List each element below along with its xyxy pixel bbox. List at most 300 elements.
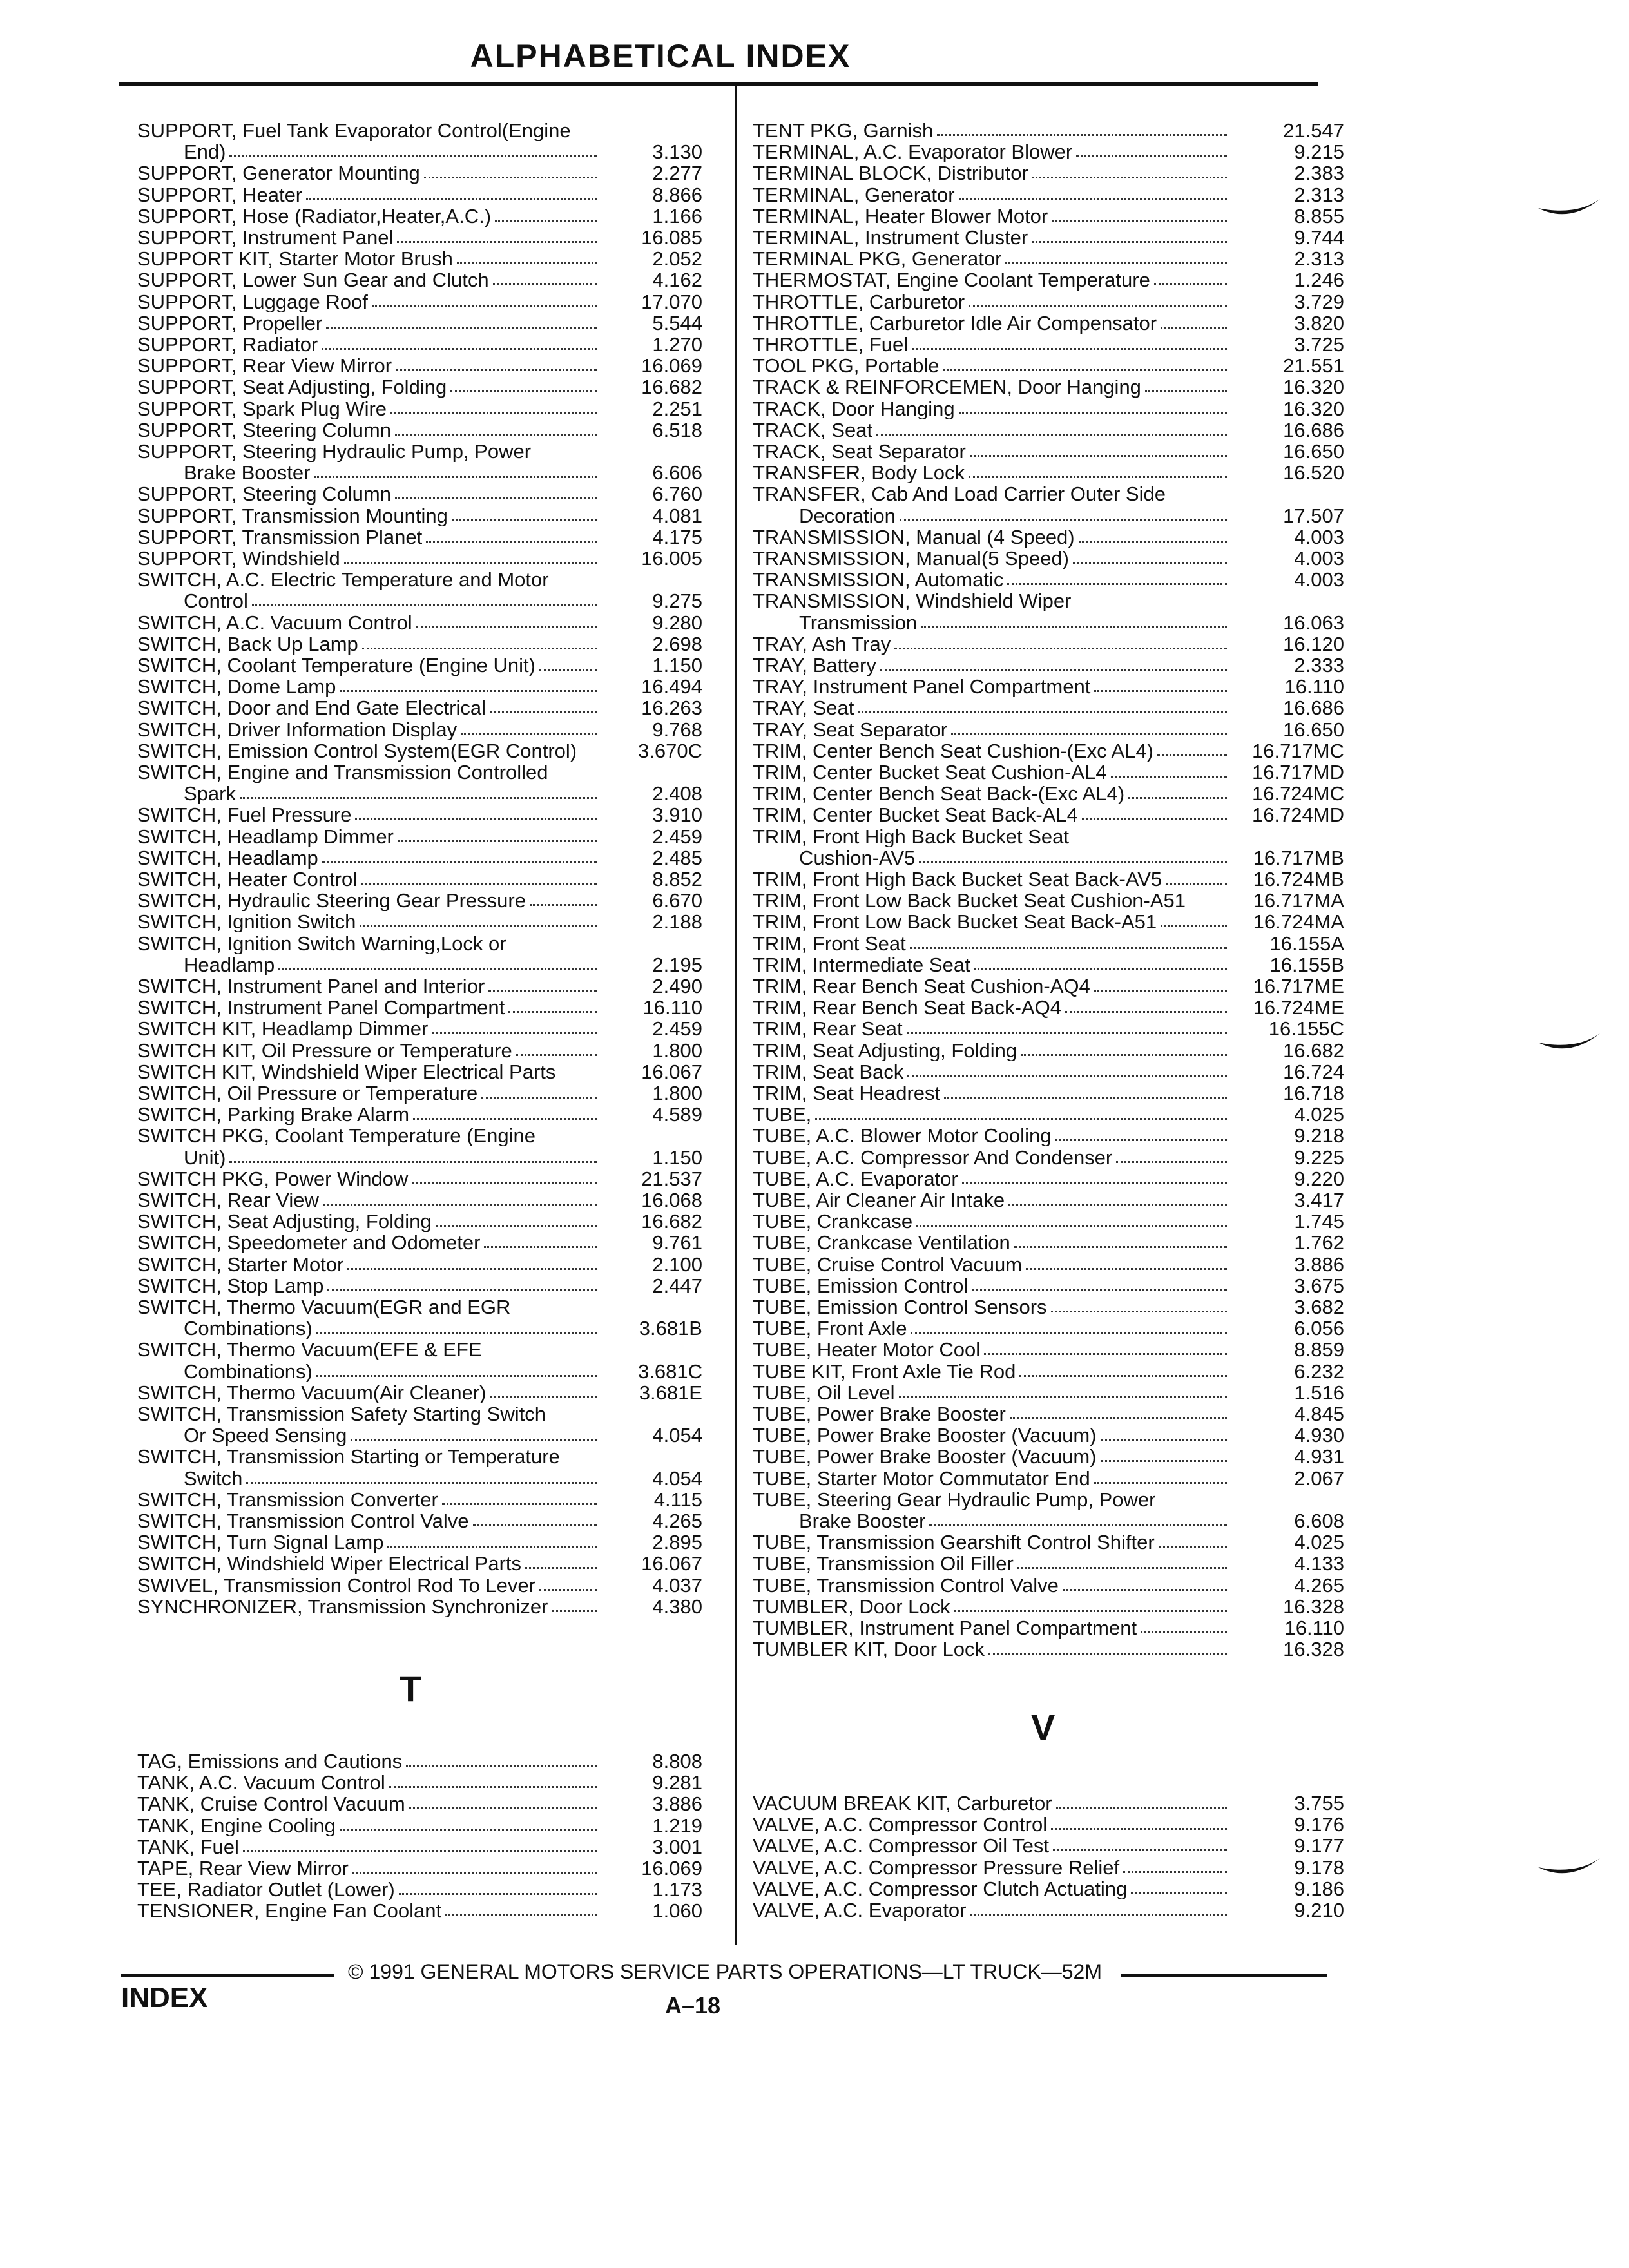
index-entry-reference: 21.551 [1283,354,1344,378]
index-entry-reference: 16.069 [641,354,702,378]
index-entry [137,1082,702,1104]
index-entry-text: SWITCH KIT, Oil Pressure or Temperature [137,1039,512,1061]
index-entry-description [753,933,1236,954]
index-entry-text: TUBE, Oil Level [753,1381,895,1403]
index-entry [753,162,1344,184]
index-entry-description [753,911,1236,932]
index-entry-text: SWITCH, Speedometer and Odometer [137,1232,481,1254]
index-entry-description [753,1339,1236,1360]
footer-section-label: INDEX [121,1982,208,2013]
index-entry-text: TERMINAL PKG, Generator [753,248,1002,270]
index-entry-text: TRIM, Front High Back Bucket Seat Back-AV5 [753,869,1162,890]
index-entry [137,162,702,184]
dot-leader [900,519,1227,521]
index-entry-reference: 16.067 [641,1552,702,1575]
index-entry [137,933,702,954]
index-entry-description [753,869,1236,890]
index-entry-description [137,1879,606,1900]
index-entry-text: TERMINAL BLOCK, Distributor [753,162,1028,184]
index-entry [137,419,702,441]
index-entry-reference: 16.717MC [1251,739,1344,762]
index-entry-text: THERMOSTAT, Engine Coolant Temperature [753,269,1150,291]
index-entry-description [137,612,606,633]
index-entry [753,869,1344,890]
index-entry-description [753,1254,1236,1275]
index-entry-description [137,1553,606,1574]
dot-leader [1079,541,1227,543]
index-entry [753,826,1344,847]
index-entry-description [753,483,1236,505]
index-entry-reference: 4.175 [652,525,702,548]
index-entry-text: TUMBLER, Door Lock [753,1595,950,1617]
dot-leader [907,1032,1227,1034]
index-entry-reference: 2.383 [1294,162,1344,185]
index-entry-reference: 16.068 [641,1189,702,1211]
index-entry [753,612,1344,633]
index-entry-description [753,1553,1236,1574]
index-entry [137,1211,702,1232]
dot-leader [452,519,597,521]
index-entry-reference: 4.054 [652,1424,702,1447]
dot-leader [1094,990,1227,992]
index-entry-reference: 4.003 [1294,525,1344,548]
dot-leader [944,1097,1227,1099]
dot-leader [352,1872,597,1874]
index-entry-text: TRIM, Rear Bench Seat Cushion-AQ4 [753,975,1090,997]
index-entry-reference: 1.270 [652,333,702,356]
dot-leader [539,669,597,671]
index-entry [753,847,1344,869]
index-entry [753,441,1344,462]
index-entry-text: End) [184,141,226,163]
index-entry-reference: 16.110 [642,996,702,1019]
index-entry-description [137,1772,606,1793]
index-entry-description [137,655,606,676]
index-entry-description [753,633,1236,655]
index-entry-reference: 16.155B [1269,953,1344,976]
index-entry-description [137,1596,606,1617]
index-entry-description [753,1147,1236,1168]
index-entry-description [137,1061,606,1082]
index-entry-reference: 16.717MD [1251,761,1344,783]
index-entry-reference: 16.120 [1283,632,1344,655]
index-entry-description [137,1147,606,1168]
index-entry-description [753,355,1236,376]
index-entry-reference: 3.886 [1294,1253,1344,1276]
index-entry-reference: 9.210 [1294,1899,1344,1921]
dot-leader [1159,1546,1227,1548]
index-entry-text: TRIM, Front Low Back Bucket Seat Back-A51 [753,911,1157,933]
index-entry-text: Combinations) [184,1318,313,1340]
index-entry-text: SWITCH, Door and End Gate Electrical [137,697,486,719]
dot-leader [1051,1828,1227,1830]
index-entry [137,890,702,911]
index-entry-reference: 4.025 [1294,1531,1344,1554]
dot-leader [943,369,1227,371]
footer-copyright: © 1991 GENERAL MOTORS SERVICE PARTS OPERATIONS—LT TRUCK—52M [348,1960,1102,1983]
index-entry-reference: 3.670C [638,739,702,762]
section-letter-t: T [400,1668,422,1709]
index-entry-reference: 4.265 [1294,1573,1344,1597]
index-entry [137,911,702,932]
index-entry-text: TRANSMISSION, Windshield Wiper [753,590,1072,612]
dot-leader [907,1075,1227,1077]
index-entry-description [753,291,1236,312]
dot-leader [229,155,597,157]
index-entry-reference: 2.277 [652,162,702,185]
index-entry [137,269,702,291]
index-entry-description [753,1211,1236,1232]
index-entry-description [137,975,606,997]
index-entry-reference: 1.173 [652,1878,702,1901]
index-entry-text: TRIM, Front Low Back Bucket Seat Cushion-A51 [753,890,1186,912]
index-entry [137,740,702,762]
dot-leader [969,305,1227,307]
index-entry-reference: 8.855 [1294,204,1344,227]
index-entry-text: SWITCH, Oil Pressure or Temperature [137,1082,478,1104]
index-entry-description [753,1403,1236,1425]
index-entry [753,548,1344,569]
index-entry-text: Or Speed Sensing [184,1425,347,1446]
dot-leader [1111,776,1227,778]
index-entry-text: SWITCH, Transmission Converter [137,1488,438,1510]
index-entry-reference: 16.682 [641,376,702,399]
index-entry [753,334,1344,355]
index-entry-reference: 9.218 [1294,1124,1344,1148]
index-entry-description [137,334,606,355]
index-entry-text: Headlamp [184,954,275,975]
index-entry-description [137,269,606,291]
index-entry-description [137,1793,606,1814]
index-entry-description [137,847,606,869]
dot-leader [1007,583,1227,585]
dot-leader [508,1011,597,1013]
dot-leader [1094,690,1227,692]
index-entry-reference: 2.188 [652,910,702,934]
index-entry-reference: 2.698 [652,632,702,655]
index-entry [137,1361,702,1382]
dot-leader [340,1829,597,1831]
dot-leader [1116,1161,1227,1163]
index-entry [753,1899,1344,1921]
index-entry [137,676,702,697]
dot-leader [432,1032,597,1034]
dot-leader [1053,1849,1227,1851]
index-entry-text: TRIM, Intermediate Seat [753,954,970,975]
index-entry-reference: 2.313 [1294,247,1344,271]
index-entry-description [753,376,1236,398]
index-entry-text: TANK, Cruise Control Vacuum [137,1793,405,1815]
index-entry [753,1617,1344,1639]
index-entry-description [753,655,1236,676]
index-entry-text: SUPPORT, Transmission Planet [137,526,423,548]
index-entry-reference: 1.166 [652,204,702,227]
index-entry-text: TRANSMISSION, Manual (4 Speed) [753,526,1075,548]
index-entry-reference: 4.845 [1294,1403,1344,1425]
index-entry [137,1425,702,1446]
index-entry [753,804,1344,825]
index-entry-reference: 16.263 [641,697,702,720]
dot-leader [481,1097,597,1099]
dot-leader [937,134,1227,136]
index-entry [753,419,1344,441]
index-entry [137,590,702,611]
index-entry-text: TAPE, Rear View Mirror [137,1858,349,1879]
index-entry [753,1189,1344,1211]
index-entry-description [137,483,606,505]
index-entry-text: TUBE, [753,1104,812,1126]
index-entry-reference: 3.682 [1294,1296,1344,1318]
index-entry [753,184,1344,206]
index-entry-description [137,419,606,441]
index-entry-reference: 8.852 [652,868,702,890]
index-entry-text: Cushion-AV5 [799,847,916,869]
index-entry-text: SUPPORT, Luggage Roof [137,291,368,312]
index-entry-text: TUBE KIT, Front Axle Tie Rod [753,1360,1016,1382]
index-entry-description [137,1104,606,1125]
dot-leader [473,1524,597,1526]
index-entry [137,1858,702,1879]
index-entry [753,1639,1344,1660]
index-entry-description [753,740,1236,762]
index-entry [137,1018,702,1039]
index-entry-description [753,120,1236,141]
index-entry [753,1040,1344,1061]
index-entry-text: TENT PKG, Garnish [753,120,934,141]
index-entry-text: SUPPORT, Hose (Radiator,Heater,A.C.) [137,205,492,227]
index-entry-reference: 8.808 [652,1750,702,1773]
index-entry-description [753,269,1236,291]
index-entry-text: SUPPORT, Heater [137,184,303,206]
dot-leader [962,1182,1227,1184]
index-entry-text: TUBE, Heater Motor Cool [753,1339,981,1361]
index-entry-text: SWITCH, Thermo Vacuum(EFE & EFE [137,1339,482,1361]
index-entry [753,1446,1344,1467]
index-entry-text: SWITCH, Driver Information Display [137,718,458,740]
index-entry-reference: 2.251 [652,397,702,420]
dot-leader [360,925,597,927]
index-entry-description [753,590,1236,611]
dot-leader [1101,1439,1228,1441]
dot-leader [229,1161,597,1163]
index-entry-description [137,1532,606,1553]
index-entry-reference: 9.177 [1294,1834,1344,1858]
index-entry [753,1061,1344,1082]
index-entry-reference: 4.162 [652,269,702,292]
dot-leader [970,455,1227,457]
index-entry-reference: 16.110 [1284,1617,1344,1639]
index-entry [753,569,1344,590]
index-entry-reference: 16.085 [641,226,702,249]
index-entry-text: TRANSFER, Body Lock [753,462,965,484]
index-entry-text: Spark [184,783,236,805]
index-entry-reference: 6.232 [1294,1360,1344,1383]
dot-leader [1019,1375,1227,1377]
index-entry-reference: 2.408 [652,782,702,805]
index-entry [137,1104,702,1125]
index-entry-description [137,762,606,783]
index-entry [753,1275,1344,1296]
index-entry-description [137,505,606,526]
index-entry [137,997,702,1018]
index-entry-reference: 16.320 [1283,376,1344,399]
index-entry [753,676,1344,697]
index-entry-text: TUBE, Air Cleaner Air Intake [753,1189,1005,1211]
dot-leader [1094,1482,1227,1484]
index-entry [753,483,1344,505]
index-entry [753,1792,1344,1814]
index-entry-description [137,1815,606,1836]
index-entry [753,1553,1344,1574]
index-entry-reference: 4.589 [652,1103,702,1126]
index-entry [137,569,702,590]
index-entry [137,1125,702,1146]
index-entry [137,762,702,783]
index-entry-text: TUBE, Front Axle [753,1318,907,1340]
index-entry [137,655,702,676]
index-entry-reference: 9.220 [1294,1167,1344,1190]
index-entry [753,1361,1344,1382]
index-entry [753,954,1344,975]
dot-leader [988,1653,1227,1655]
index-entry-text: SWITCH, Ignition Switch Warning,Lock or [137,932,506,954]
dot-leader [516,1054,597,1056]
index-entry-description [753,1040,1236,1061]
dot-leader [413,1118,597,1120]
index-entry-description [137,1403,606,1425]
index-entry-text: TRIM, Center Bench Seat Cushion-(Exc AL4) [753,740,1153,762]
index-entry-text: TRIM, Seat Headrest [753,1082,941,1104]
index-entry [137,505,702,526]
index-entry-reference: 2.490 [652,975,702,997]
index-entry-text: SUPPORT, Steering Hydraulic Pump, Power [137,441,532,462]
index-entry-reference: 16.724ME [1253,996,1344,1019]
index-entry [137,612,702,633]
index-entry [137,1815,702,1836]
index-entry-text: SWITCH, A.C. Electric Temperature and Motor [137,569,549,591]
index-entry-reference: 3.755 [1294,1792,1344,1814]
index-entry [753,1857,1344,1878]
index-entry [753,376,1344,398]
index-entry-reference: 16.718 [1283,1082,1344,1104]
index-entry-text: SWITCH PKG, Coolant Temperature (Engine [137,1125,535,1147]
dot-leader [880,669,1227,671]
index-entry-description [753,1361,1236,1382]
index-entry-text: TUBE, Emission Control Sensors [753,1296,1047,1318]
page-title: ALPHABETICAL INDEX [470,38,851,74]
index-entry-text: TRAY, Ash Tray [753,633,891,655]
dot-leader [1010,1418,1227,1419]
index-entry-reference: 16.724MB [1253,868,1344,890]
dot-leader [409,1807,597,1809]
index-entry-reference: 16.328 [1283,1638,1344,1661]
index-entry-reference: 1.150 [652,654,702,677]
index-entry-description [753,1792,1236,1814]
index-entry-text: SWITCH, Coolant Temperature (Engine Unit) [137,655,535,676]
index-entry-description [137,590,606,611]
index-entry-reference: 16.686 [1283,697,1344,720]
index-entry-text: SWITCH, Transmission Safety Starting Switch [137,1403,546,1425]
dot-leader [539,1589,597,1591]
index-entry [753,1382,1344,1403]
index-entry-description [137,141,606,162]
dot-leader [351,1439,597,1441]
index-entry-description [137,1858,606,1879]
index-entry-text: TUBE, Power Brake Booster [753,1403,1006,1425]
index-entry [753,355,1344,376]
dot-leader [490,1396,597,1398]
dot-leader [1141,1631,1227,1633]
binder-hole-mark [1537,197,1601,222]
index-entry-description [753,1489,1236,1510]
index-entry-reference: 16.682 [641,1210,702,1233]
dot-leader [316,1375,597,1377]
index-entry-description [753,227,1236,248]
index-entry-text: SWITCH KIT, Windshield Wiper Electrical Parts [137,1061,556,1082]
dot-leader [314,476,597,478]
index-entry-description [137,526,606,548]
dot-leader [457,262,597,264]
index-entry-reference: 6.760 [652,483,702,506]
index-entry [137,1772,702,1793]
index-entry [753,398,1344,419]
index-entry-description [137,1339,606,1360]
index-entry-description [753,804,1236,825]
index-entry-text: SUPPORT, Instrument Panel [137,227,394,248]
index-entry-description [137,291,606,312]
index-entry-description [753,1814,1236,1835]
index-entry-reference: 16.724MA [1253,910,1344,934]
dot-leader [322,348,597,350]
dot-leader [361,883,597,885]
index-entry-reference: 4.003 [1294,547,1344,570]
index-entry-reference: 1.800 [652,1082,702,1104]
index-entry [137,783,702,804]
index-entry-text: THROTTLE, Carburetor Idle Air Compensator [753,312,1157,334]
index-entry-text: THROTTLE, Carburetor [753,291,965,312]
index-entry-description [753,505,1236,526]
index-entry-reference: 1.060 [652,1899,702,1923]
column-divider [735,84,737,1945]
index-entry-reference: 4.380 [652,1595,702,1618]
index-entry [137,804,702,825]
index-entry-description [137,719,606,740]
binder-hole-mark [1537,1856,1601,1881]
index-entry-text: SUPPORT, Steering Column [137,419,391,441]
index-entry [137,376,702,398]
index-entry-description [137,1189,606,1211]
index-entry-text: Decoration [799,505,896,526]
index-entry-description [753,1446,1236,1467]
index-entry-description [753,1082,1236,1104]
dot-leader [243,1850,597,1852]
index-entry-description [137,633,606,655]
index-entry-description [753,783,1236,804]
index-entry-text: TRAY, Seat Separator [753,718,948,740]
index-entry-reference: 3.729 [1294,290,1344,313]
dot-leader [1154,284,1227,285]
index-entry-text: TRACK, Seat Separator [753,441,966,462]
index-entry-text: TRAY, Instrument Panel Compartment [753,676,1091,698]
dot-leader [327,1289,597,1291]
index-entry [137,1510,702,1532]
dot-leader [912,348,1227,350]
index-entry-reference: 17.507 [1283,504,1344,527]
index-entry-text: SUPPORT, Fuel Tank Evaporator Control(Engine [137,120,571,141]
index-entry [137,1382,702,1403]
index-entry-description [137,1125,606,1146]
index-entry-reference: 2.459 [652,825,702,848]
